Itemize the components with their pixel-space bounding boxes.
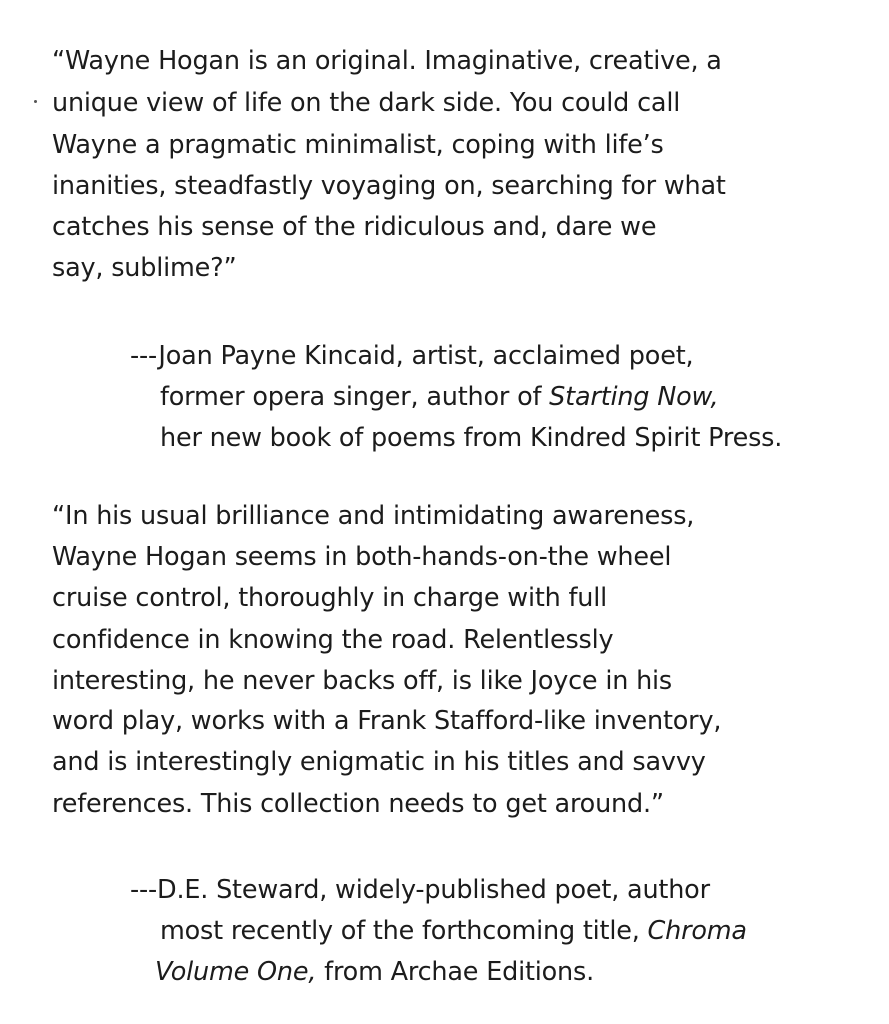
attribution1-line: [160, 377, 718, 417]
quote2-line: interesting, he never backs off, is like Joyce in his: [52, 666, 673, 696]
quote2-line: cruise control, thoroughly in charge with full: [52, 583, 608, 613]
attribution1-line: ---Joan Payne Kincaid, artist, acclaimed poet,: [130, 341, 694, 371]
book-title-volume-one: Volume One,: [155, 957, 317, 987]
attribution2-text: from Archae Editions.: [316, 957, 595, 987]
quote1-line: catches his sense of the ridiculous and, dare we: [52, 212, 657, 242]
quote2-line: confidence in knowing the road. Relentlessly: [52, 625, 614, 655]
quote2-line: Wayne Hogan seems in both-hands-on-the wheel: [52, 542, 672, 572]
quote1-line: say, sublime?”: [52, 253, 237, 283]
attribution2-text: most recently of the forthcoming title,: [160, 916, 648, 946]
quote2-line: references. This collection needs to get around.”: [52, 789, 664, 819]
attribution1-text: former opera singer, author of: [160, 382, 550, 412]
quote1-line: “Wayne Hogan is an original. Imaginative, creative, a: [52, 46, 722, 76]
quote2-line: “In his usual brilliance and intimidating awareness,: [52, 501, 695, 531]
attribution2-line: [155, 952, 594, 992]
quote1-line: Wayne a pragmatic minimalist, coping with life’s: [52, 130, 664, 160]
scan-speck: [34, 100, 37, 103]
attribution1-line: her new book of poems from Kindred Spirit Press.: [160, 423, 783, 453]
quote2-line: and is interestingly enigmatic in his titles and savvy: [52, 747, 706, 777]
quote2-line: word play, works with a Frank Stafford-like inventory,: [52, 706, 722, 736]
attribution2-line: [160, 911, 747, 951]
attribution2-line: ---D.E. Steward, widely-published poet, author: [130, 875, 710, 905]
book-title-chroma: Chroma: [647, 916, 747, 946]
quote1-line: unique view of life on the dark side. You could call: [52, 88, 681, 118]
book-title-starting-now: Starting Now,: [549, 382, 719, 412]
quote1-line: inanities, steadfastly voyaging on, searching for what: [52, 171, 726, 201]
